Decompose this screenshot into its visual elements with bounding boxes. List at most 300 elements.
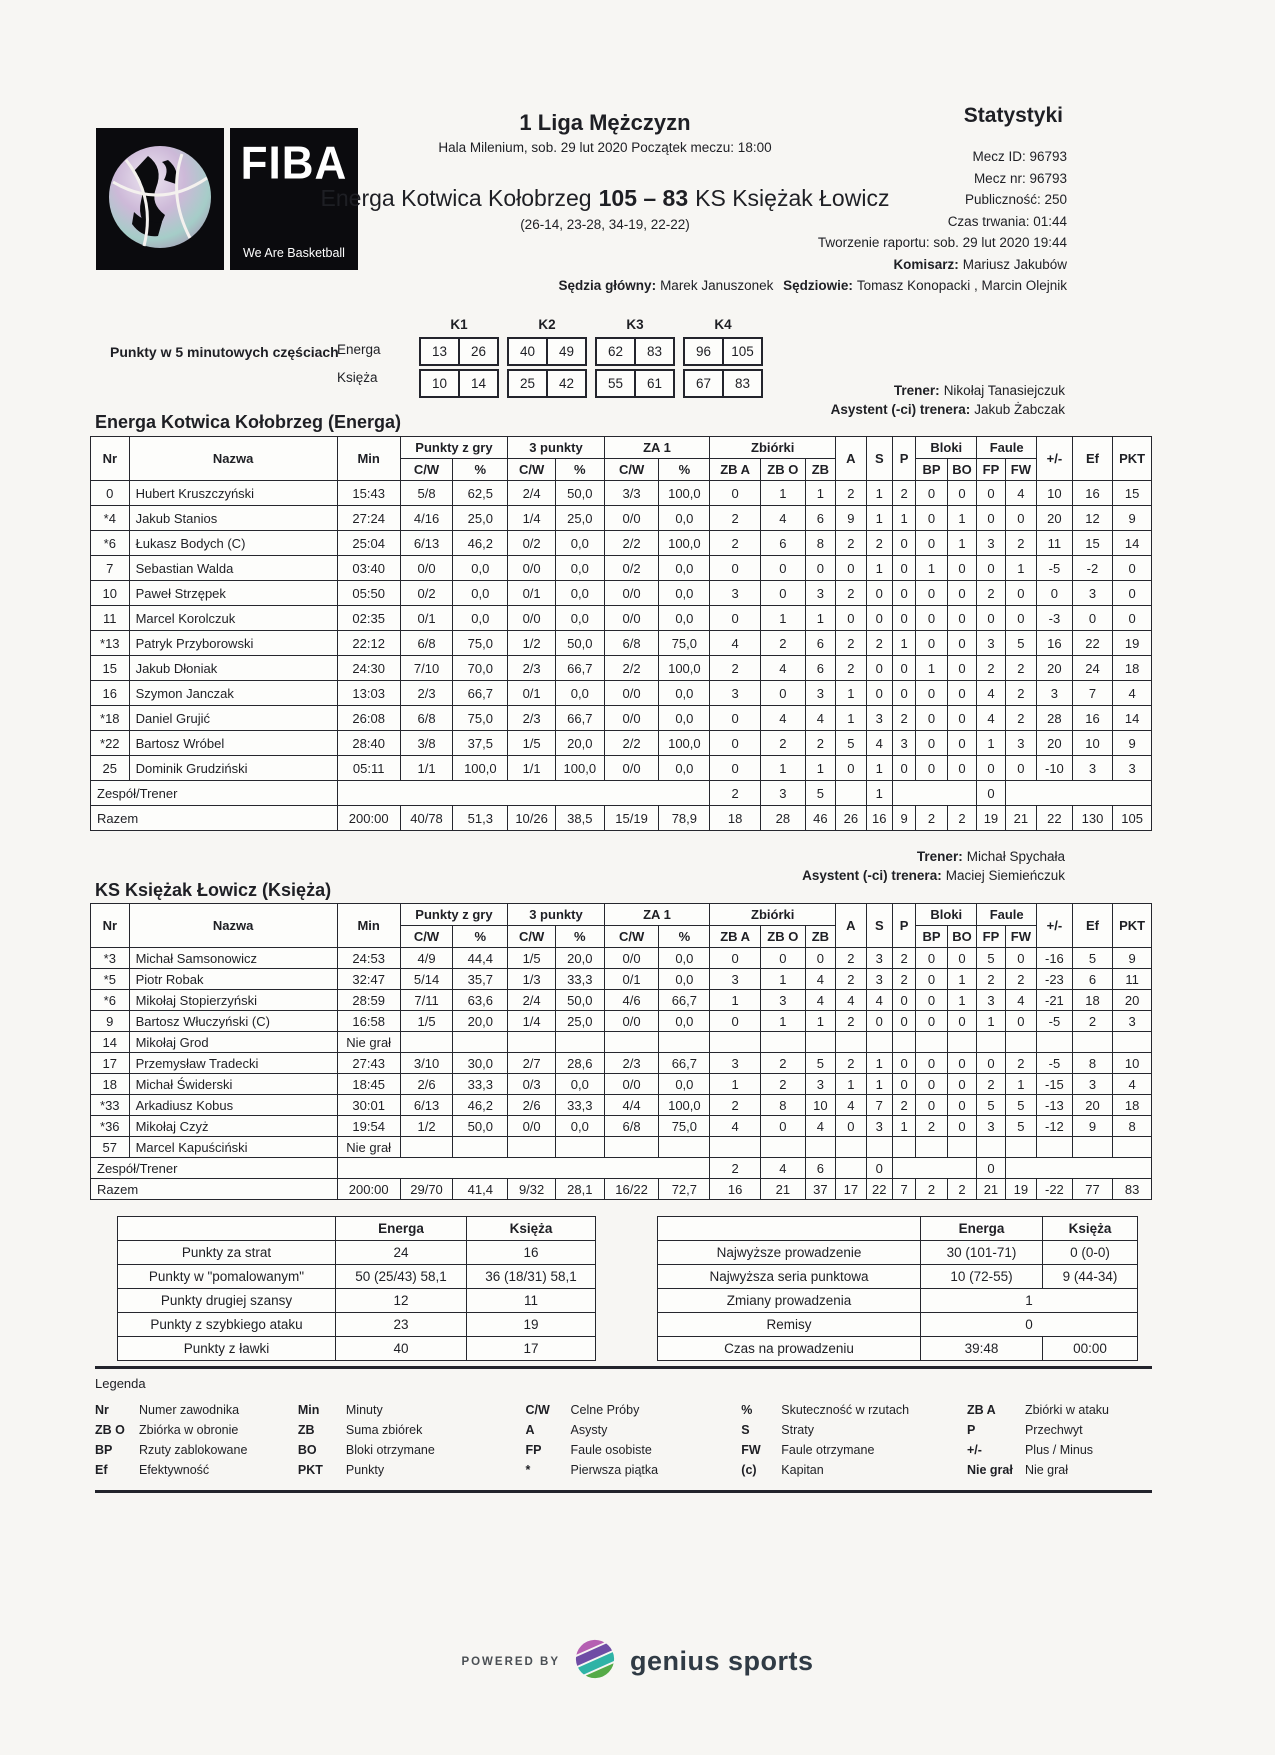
stat-zb: 3 [805, 681, 835, 706]
player-row [91, 1011, 1152, 1032]
stat-ef: 3 [1072, 756, 1113, 781]
stat-tp: 0/0 [508, 1116, 556, 1137]
stat-s: 0 [866, 681, 892, 706]
summary-value-energa: 39:48 [921, 1337, 1043, 1361]
total-zbo: 21 [761, 1179, 806, 1200]
qs-period-label: K2 [538, 317, 556, 332]
summary-label: Zmiany prowadzenia [658, 1289, 921, 1313]
stat-ft_pct: 0,0 [659, 1074, 710, 1095]
stat-pkt: 4 [1113, 681, 1152, 706]
stat-p: 0 [892, 756, 915, 781]
stat-ef: 22 [1072, 631, 1113, 656]
stat-fw: 0 [1005, 1011, 1036, 1032]
legend-item [95, 1420, 298, 1440]
sub-col-header: FW [1005, 926, 1036, 948]
sub-col-header: BO [947, 459, 976, 481]
fiba-globe-logo [96, 128, 224, 270]
final-score: 105 – 83 [598, 185, 689, 211]
stat-fg_pct: 75,0 [453, 706, 508, 731]
stat-zbo: 1 [761, 606, 806, 631]
col-points: PKT [1113, 904, 1152, 948]
total-ft: 15/19 [604, 806, 659, 831]
footer [0, 1638, 1275, 1685]
stat-zba: 2 [710, 1095, 761, 1116]
total-pkt: 105 [1113, 806, 1152, 831]
total-bo: 2 [947, 806, 976, 831]
stat-bo: 0 [947, 1116, 976, 1137]
stat-tp_pct: 66,7 [555, 706, 604, 731]
stat-fg_pct: 35,7 [453, 969, 508, 990]
qs-score-cell: 26 [458, 337, 499, 366]
stat-min: 13:03 [337, 681, 400, 706]
total-min: 200:00 [337, 806, 400, 831]
stat-fg_pct: 75,0 [453, 631, 508, 656]
player-number: 0 [91, 481, 130, 506]
player-number: 10 [91, 581, 130, 606]
legend-item [967, 1400, 1155, 1420]
stat-zba: 0 [710, 948, 761, 969]
total-zba: 16 [710, 1179, 761, 1200]
stat-bo [947, 1137, 976, 1158]
stat-pkt: 10 [1113, 1053, 1152, 1074]
stat-ft: 0/0 [604, 606, 659, 631]
stat-ef: -2 [1072, 556, 1113, 581]
stat-bo: 0 [947, 681, 976, 706]
player-number: *18 [91, 706, 130, 731]
stat-zbo: 8 [761, 1095, 806, 1116]
sub-col-header: % [555, 459, 604, 481]
quarter-scores-label: Punkty w 5 minutowych częściach [110, 344, 339, 360]
stat-ft: 4/4 [604, 1095, 659, 1116]
stat-ef: 3 [1072, 581, 1113, 606]
stat-ft: 0/0 [604, 506, 659, 531]
player-name: Arkadiusz Kobus [129, 1095, 337, 1116]
stat-bo: 0 [947, 706, 976, 731]
stat-min: 32:47 [337, 969, 400, 990]
stat-tp_pct: 33,3 [555, 1095, 604, 1116]
total-s: 16 [866, 806, 892, 831]
legend-definition: Celne Próby [570, 1403, 640, 1417]
stat-ef: 9 [1072, 1116, 1113, 1137]
stat-fp: 5 [977, 1095, 1005, 1116]
stat-a: 0 [836, 1116, 866, 1137]
stat-pkt: 4 [1113, 1074, 1152, 1095]
total-zba: 18 [710, 806, 761, 831]
stat-ft_pct: 100,0 [659, 531, 710, 556]
stat-ft: 2/2 [604, 731, 659, 756]
qs-period-label: K1 [450, 317, 468, 332]
qs-score-row [419, 337, 499, 366]
legend-item [95, 1440, 298, 1460]
legend-item [967, 1420, 1155, 1440]
stat-pkt [1113, 1032, 1152, 1053]
stat-fg_pct: 0,0 [453, 556, 508, 581]
stat-zbo [761, 1137, 806, 1158]
stat-tp_pct: 33,3 [555, 969, 604, 990]
legend-definition: Skuteczność w rzutach [781, 1403, 910, 1417]
stat-fg: 1/2 [400, 1116, 453, 1137]
stat-min: 27:43 [337, 1053, 400, 1074]
stat-fg: 2/3 [400, 681, 453, 706]
stat-tp: 1/5 [508, 948, 556, 969]
stat-fg_pct: 25,0 [453, 506, 508, 531]
qs-score-cell: 25 [507, 369, 548, 398]
qs-score-cell: 10 [419, 369, 460, 398]
stat-a: 4 [836, 990, 866, 1011]
legend-item [526, 1460, 742, 1480]
meta-publicznosc: Publiczność: 250 [964, 192, 1067, 207]
stat-tp: 0/1 [508, 581, 556, 606]
stat-pm: 28 [1037, 706, 1073, 731]
stat-ft: 6/8 [604, 631, 659, 656]
stat-p: 0 [892, 531, 915, 556]
stat-zbo [761, 1032, 806, 1053]
stat-p: 0 [892, 1074, 915, 1095]
team1-coach-line: Trener: Nikołaj Tanasiejczuk [893, 383, 1065, 398]
stat-zb: 4 [805, 706, 835, 731]
stat-a: 2 [836, 969, 866, 990]
total-fg_pct: 41,4 [453, 1179, 508, 1200]
col-steals: P [892, 437, 915, 481]
summary-label: Najwyższe prowadzenie [658, 1241, 921, 1265]
stat-tp: 1/5 [508, 731, 556, 756]
summary-value-energa: 40 [336, 1337, 467, 1361]
stat-zbo: 4 [761, 506, 806, 531]
summary-row [658, 1289, 1138, 1313]
stat-fg_pct: 30,0 [453, 1053, 508, 1074]
player-name: Jakub Stanios [129, 506, 337, 531]
stat-fp: 0 [977, 781, 1005, 806]
stat-tp_pct: 0,0 [555, 581, 604, 606]
stat-zba [710, 1032, 761, 1053]
stat-tp_pct: 25,0 [555, 1011, 604, 1032]
stat-tp: 0/0 [508, 556, 556, 581]
stat-s: 0 [866, 1011, 892, 1032]
legend-abbr: +/- [966, 1443, 982, 1457]
stat-zb: 0 [805, 948, 835, 969]
stat-min: 19:54 [337, 1116, 400, 1137]
legend-item [741, 1420, 967, 1440]
meta-mecz-id: Mecz ID: 96793 [972, 149, 1067, 164]
qs-score-cell: 96 [683, 337, 724, 366]
legend-definition: Faule otrzymane [781, 1443, 875, 1457]
stat-p: 2 [892, 948, 915, 969]
legend-item [298, 1400, 526, 1420]
blank-cell [1005, 781, 1151, 806]
legend-column [298, 1400, 526, 1480]
total-pm: -22 [1037, 1179, 1073, 1200]
stat-ft: 2/2 [604, 656, 659, 681]
col-group-ft: ZA 1 [604, 904, 710, 926]
stat-zb: 4 [805, 990, 835, 1011]
col-min: Min [337, 904, 400, 948]
player-number: *6 [91, 531, 130, 556]
stat-fg_pct: 37,5 [453, 731, 508, 756]
team-stats-table [90, 436, 1152, 831]
total-tp: 10/26 [508, 806, 556, 831]
legend-item [95, 1400, 298, 1420]
stat-fp: 2 [977, 1074, 1005, 1095]
legend-column [526, 1400, 742, 1480]
stat-p: 1 [892, 506, 915, 531]
stat-fp: 3 [977, 631, 1005, 656]
stat-tp: 2/4 [508, 481, 556, 506]
stat-tp_pct: 0,0 [555, 556, 604, 581]
stat-pm: -21 [1037, 990, 1073, 1011]
stat-zb: 1 [805, 481, 835, 506]
stat-ft_pct: 0,0 [659, 756, 710, 781]
stat-fg_pct: 44,4 [453, 948, 508, 969]
stat-zba: 0 [710, 1011, 761, 1032]
stat-ft: 4/6 [604, 990, 659, 1011]
powered-by-label: POWERED BY [461, 1655, 561, 1668]
stat-tp_pct: 0,0 [555, 606, 604, 631]
stat-min: 26:08 [337, 706, 400, 731]
total-fp: 19 [977, 806, 1005, 831]
total-fw: 19 [1005, 1179, 1036, 1200]
summary-table [657, 1216, 1138, 1361]
stat-pkt: 18 [1113, 656, 1152, 681]
sub-col-header: C/W [508, 459, 556, 481]
player-number: *36 [91, 1116, 130, 1137]
stat-fw: 0 [1005, 948, 1036, 969]
stat-pm: 20 [1037, 656, 1073, 681]
stat-ft: 0/0 [604, 581, 659, 606]
legend-abbr: FP [525, 1443, 542, 1457]
legend-column [967, 1400, 1155, 1480]
stat-ef: 16 [1072, 706, 1113, 731]
stat-a: 1 [836, 681, 866, 706]
team2-coach-line: Trener: Michał Spychała [916, 849, 1065, 864]
stat-ef: 0 [1072, 606, 1113, 631]
stat-min: 05:50 [337, 581, 400, 606]
stat-tp_pct: 0,0 [555, 1116, 604, 1137]
divider-line-bottom [95, 1490, 1152, 1493]
total-a: 17 [836, 1179, 866, 1200]
stat-min: 28:40 [337, 731, 400, 756]
stat-fw: 4 [1005, 481, 1036, 506]
stat-tp_pct: 50,0 [555, 481, 604, 506]
stat-bp: 0 [916, 990, 947, 1011]
stat-zb: 6 [805, 1158, 835, 1179]
team-coach-label: Zespół/Trener [91, 1158, 338, 1179]
stat-ef: 3 [1072, 1074, 1113, 1095]
stat-a [836, 1137, 866, 1158]
player-name: Marcel Korolczuk [129, 606, 337, 631]
stat-bo: 0 [947, 481, 976, 506]
summary-header: Księża [467, 1217, 596, 1241]
summary-row [118, 1241, 596, 1265]
col-group-fouls: Faule [977, 437, 1037, 459]
blank-cell [836, 781, 866, 806]
stat-s: 1 [866, 1074, 892, 1095]
stat-fg: 5/8 [400, 481, 453, 506]
legend-item [95, 1460, 298, 1480]
legend-definition: Faule osobiste [570, 1443, 652, 1457]
stat-p: 0 [892, 656, 915, 681]
qs-score-row [683, 337, 763, 366]
qs-score-cell: 67 [683, 369, 724, 398]
stat-pkt: 15 [1113, 481, 1152, 506]
stat-fp: 0 [977, 481, 1005, 506]
stat-fw: 2 [1005, 656, 1036, 681]
stat-pkt: 0 [1113, 556, 1152, 581]
stat-ef: 2 [1072, 1011, 1113, 1032]
stat-tp: 2/4 [508, 990, 556, 1011]
col-group-3pt: 3 punkty [508, 437, 604, 459]
col-turnovers: S [866, 437, 892, 481]
legend-item [967, 1440, 1155, 1460]
table-body [91, 481, 1152, 831]
player-row [91, 1032, 1152, 1053]
summary-table [117, 1216, 596, 1361]
legend-abbr: BO [297, 1443, 317, 1457]
stat-pm: -15 [1037, 1074, 1073, 1095]
summary-value-ksieza: 00:00 [1043, 1337, 1138, 1361]
player-name: Bartosz Włuczyński (C) [129, 1011, 337, 1032]
stat-zb: 1 [805, 606, 835, 631]
stat-zb: 6 [805, 506, 835, 531]
col-group-rebounds: Zbiórki [710, 904, 836, 926]
stat-min: Nie grał [337, 1032, 400, 1053]
legend-item [741, 1460, 967, 1480]
stat-zb [805, 1137, 835, 1158]
stat-a: 0 [836, 606, 866, 631]
stat-ft: 0/0 [604, 681, 659, 706]
stat-fg_pct: 70,0 [453, 656, 508, 681]
player-number: 25 [91, 756, 130, 781]
player-row [91, 656, 1152, 681]
qs-period-label: K4 [714, 317, 732, 332]
stat-s [866, 1032, 892, 1053]
sub-col-header: ZB A [710, 926, 761, 948]
total-pm: 22 [1037, 806, 1073, 831]
stat-bp: 0 [916, 731, 947, 756]
stat-s [866, 1137, 892, 1158]
stat-ft: 0/0 [604, 706, 659, 731]
stat-bo: 0 [947, 1095, 976, 1116]
stat-zba: 3 [710, 1053, 761, 1074]
stat-ft_pct: 0,0 [659, 681, 710, 706]
stat-min: 15:43 [337, 481, 400, 506]
header-row-groups [91, 437, 1152, 459]
stat-zb: 6 [805, 656, 835, 681]
total-fp: 21 [977, 1179, 1005, 1200]
stat-tp: 1/4 [508, 1011, 556, 1032]
qs-team-energa: Energa [337, 342, 381, 357]
stat-ef: 12 [1072, 506, 1113, 531]
stat-ef: 16 [1072, 481, 1113, 506]
stat-p: 2 [892, 481, 915, 506]
player-number: *22 [91, 731, 130, 756]
player-name: Michał Samsonowicz [129, 948, 337, 969]
qs-score-cell: 83 [722, 369, 763, 398]
away-team-name: KS Księżak Łowicz [695, 185, 890, 211]
sub-col-header: C/W [400, 926, 453, 948]
stat-zbo: 0 [761, 581, 806, 606]
summary-value-ksieza: 19 [467, 1313, 596, 1337]
stat-bp: 0 [916, 756, 947, 781]
stat-zbo: 3 [761, 781, 806, 806]
player-number: 11 [91, 606, 130, 631]
stat-fp: 0 [977, 556, 1005, 581]
stat-ft: 3/3 [604, 481, 659, 506]
stat-ft: 0/0 [604, 756, 659, 781]
stat-bp: 0 [916, 506, 947, 531]
stat-fw: 1 [1005, 556, 1036, 581]
stat-a: 2 [836, 481, 866, 506]
stat-bo: 0 [947, 948, 976, 969]
stat-bp: 2 [916, 1116, 947, 1137]
legend-definition: Asysty [570, 1423, 608, 1437]
summary-value-energa: 50 (25/43) 58,1 [336, 1265, 467, 1289]
player-name: Michał Świderski [129, 1074, 337, 1095]
legend-abbr: BP [95, 1443, 113, 1457]
stat-s: 0 [866, 606, 892, 631]
stat-fg_pct: 63,6 [453, 990, 508, 1011]
stat-a: 2 [836, 531, 866, 556]
stat-tp: 2/3 [508, 656, 556, 681]
stat-fp: 2 [977, 969, 1005, 990]
summary-row [658, 1337, 1138, 1361]
total-tp_pct: 38,5 [555, 806, 604, 831]
summary-value-energa: 30 (101-71) [921, 1241, 1043, 1265]
stat-tp_pct: 0,0 [555, 1074, 604, 1095]
stat-p: 1 [892, 1116, 915, 1137]
player-row [91, 556, 1152, 581]
stat-pm: -5 [1037, 556, 1073, 581]
stat-zb: 10 [805, 1095, 835, 1116]
stat-ft: 0/0 [604, 1011, 659, 1032]
stat-fg: 4/16 [400, 506, 453, 531]
stat-ft_pct: 100,0 [659, 731, 710, 756]
stat-fg_pct: 50,0 [453, 1116, 508, 1137]
summary-header: Energa [336, 1217, 467, 1241]
summary-row [118, 1337, 596, 1361]
stat-bp [916, 1137, 947, 1158]
stat-tp [508, 1137, 556, 1158]
blank-cell [1005, 1158, 1151, 1179]
stat-zba: 4 [710, 631, 761, 656]
stat-s: 2 [866, 631, 892, 656]
stat-ft [604, 1137, 659, 1158]
summary-value-energa: 12 [336, 1289, 467, 1313]
stat-a: 0 [836, 756, 866, 781]
stat-tp_pct [555, 1137, 604, 1158]
stat-ft_pct: 100,0 [659, 1095, 710, 1116]
stat-zbo: 4 [761, 1158, 806, 1179]
stat-s: 1 [866, 1053, 892, 1074]
legend-definition: Straty [781, 1423, 814, 1437]
stat-tp_pct: 100,0 [555, 756, 604, 781]
stat-ef: 8 [1072, 1053, 1113, 1074]
stat-ft_pct: 75,0 [659, 631, 710, 656]
stat-zbo: 0 [761, 681, 806, 706]
player-number: *5 [91, 969, 130, 990]
stat-bo: 0 [947, 606, 976, 631]
player-row [91, 1137, 1152, 1158]
team2-title: KS Księżak Łowicz (Księża) [95, 880, 332, 900]
player-number: *4 [91, 506, 130, 531]
col-group-fg: Punkty z gry [400, 904, 508, 926]
stat-pm: -5 [1037, 1053, 1073, 1074]
stat-bo: 0 [947, 556, 976, 581]
stat-fp [977, 1032, 1005, 1053]
stat-p: 0 [892, 681, 915, 706]
stat-bo: 1 [947, 990, 976, 1011]
sub-col-header: % [659, 926, 710, 948]
col-points: PKT [1113, 437, 1152, 481]
